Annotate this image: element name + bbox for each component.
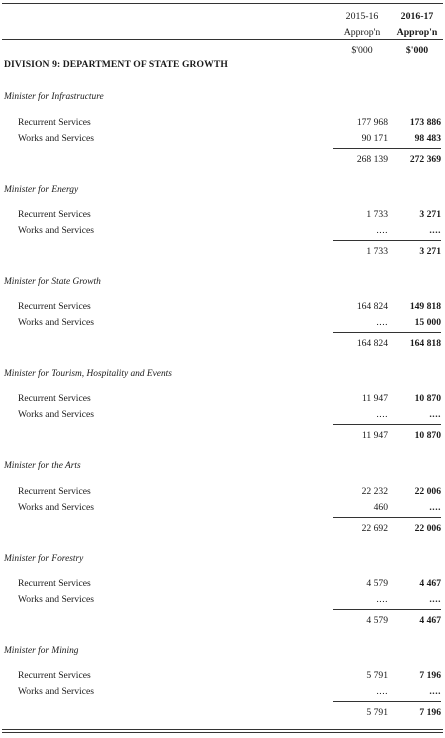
total-value-2015: 11 947 <box>361 430 388 441</box>
row-value-2015: 90 171 <box>361 133 388 144</box>
row-value-2015: 5 791 <box>366 670 388 681</box>
row-value-2016: 10 870 <box>414 393 441 404</box>
col1-unit: $'000 <box>351 45 373 56</box>
row-value-2015: 22 232 <box>361 486 388 497</box>
total-value-2015: 5 791 <box>366 707 388 718</box>
total-value-2015: 1 733 <box>366 246 388 257</box>
row-value-2015: .... <box>376 317 388 328</box>
row-value-2016: 22 006 <box>414 486 441 497</box>
row-value-2016: 4 467 <box>419 578 441 589</box>
row-value-2015: 460 <box>373 502 388 513</box>
row-value-2016: .... <box>429 502 441 513</box>
total-value-2016: 10 870 <box>414 430 441 441</box>
total-value-2015: 4 579 <box>366 615 388 626</box>
row-label: Recurrent Services <box>18 393 91 404</box>
subtotal-rule <box>333 424 441 425</box>
minister-heading: Minister for Infrastructure <box>4 92 104 102</box>
subtotal-rule <box>333 517 441 518</box>
total-value-2016: 7 196 <box>419 707 441 718</box>
subtotal-rule <box>333 701 441 702</box>
total-value-2015: 22 692 <box>361 523 388 534</box>
row-label: Works and Services <box>18 133 94 144</box>
bottom-rule-double <box>2 732 443 733</box>
total-value-2016: 272 369 <box>409 154 441 165</box>
row-label: Works and Services <box>18 409 94 420</box>
col2-year: 2016-17 <box>400 11 434 22</box>
row-value-2016: .... <box>429 225 441 236</box>
row-value-2015: 177 968 <box>356 117 388 128</box>
row-label: Recurrent Services <box>18 301 91 312</box>
row-value-2016: 149 818 <box>409 301 441 312</box>
row-label: Works and Services <box>18 317 94 328</box>
subtotal-rule <box>333 332 441 333</box>
bottom-rule <box>2 729 443 730</box>
total-value-2016: 164 818 <box>409 338 441 349</box>
row-value-2016: .... <box>429 686 441 697</box>
row-value-2016: 173 886 <box>409 117 441 128</box>
row-value-2016: 98 483 <box>414 133 441 144</box>
row-value-2016: 15 000 <box>414 317 441 328</box>
row-label: Recurrent Services <box>18 578 91 589</box>
row-label: Recurrent Services <box>18 486 91 497</box>
row-value-2015: 4 579 <box>366 578 388 589</box>
total-value-2016: 22 006 <box>414 523 441 534</box>
header-rule <box>2 39 443 40</box>
minister-heading: Minister for Energy <box>4 185 79 195</box>
row-value-2015: .... <box>376 409 388 420</box>
row-label: Works and Services <box>18 686 94 697</box>
row-value-2015: 164 824 <box>356 301 388 312</box>
division-title: DIVISION 9: DEPARTMENT OF STATE GROWTH <box>4 59 228 70</box>
row-label: Recurrent Services <box>18 670 91 681</box>
minister-heading: Minister for Forestry <box>4 554 84 564</box>
top-rule <box>2 3 443 4</box>
subtotal-rule <box>333 609 441 610</box>
row-value-2015: 11 947 <box>361 393 388 404</box>
row-value-2015: .... <box>376 594 388 605</box>
minister-heading: Minister for Mining <box>4 646 79 656</box>
minister-heading: Minister for State Growth <box>4 277 101 287</box>
minister-heading: Minister for the Arts <box>4 461 81 471</box>
row-value-2015: .... <box>376 686 388 697</box>
row-value-2016: 3 271 <box>419 209 441 220</box>
row-label: Recurrent Services <box>18 117 91 128</box>
col1-label: Approp'n <box>343 27 381 38</box>
total-value-2016: 4 467 <box>419 615 441 626</box>
col1-year: 2015-16 <box>345 11 379 22</box>
row-label: Works and Services <box>18 502 94 513</box>
row-value-2015: .... <box>376 225 388 236</box>
col2-unit: $'000 <box>405 45 429 56</box>
row-label: Works and Services <box>18 594 94 605</box>
total-value-2015: 164 824 <box>356 338 388 349</box>
row-value-2015: 1 733 <box>366 209 388 220</box>
total-value-2016: 3 271 <box>419 246 441 257</box>
row-label: Recurrent Services <box>18 209 91 220</box>
subtotal-rule <box>333 240 441 241</box>
total-value-2015: 268 139 <box>356 154 388 165</box>
minister-heading: Minister for Tourism, Hospitality and Events <box>4 369 172 379</box>
subtotal-rule <box>333 148 441 149</box>
row-label: Works and Services <box>18 225 94 236</box>
row-value-2016: 7 196 <box>419 670 441 681</box>
row-value-2016: .... <box>429 409 441 420</box>
row-value-2016: .... <box>429 594 441 605</box>
col2-label: Approp'n <box>396 27 438 38</box>
